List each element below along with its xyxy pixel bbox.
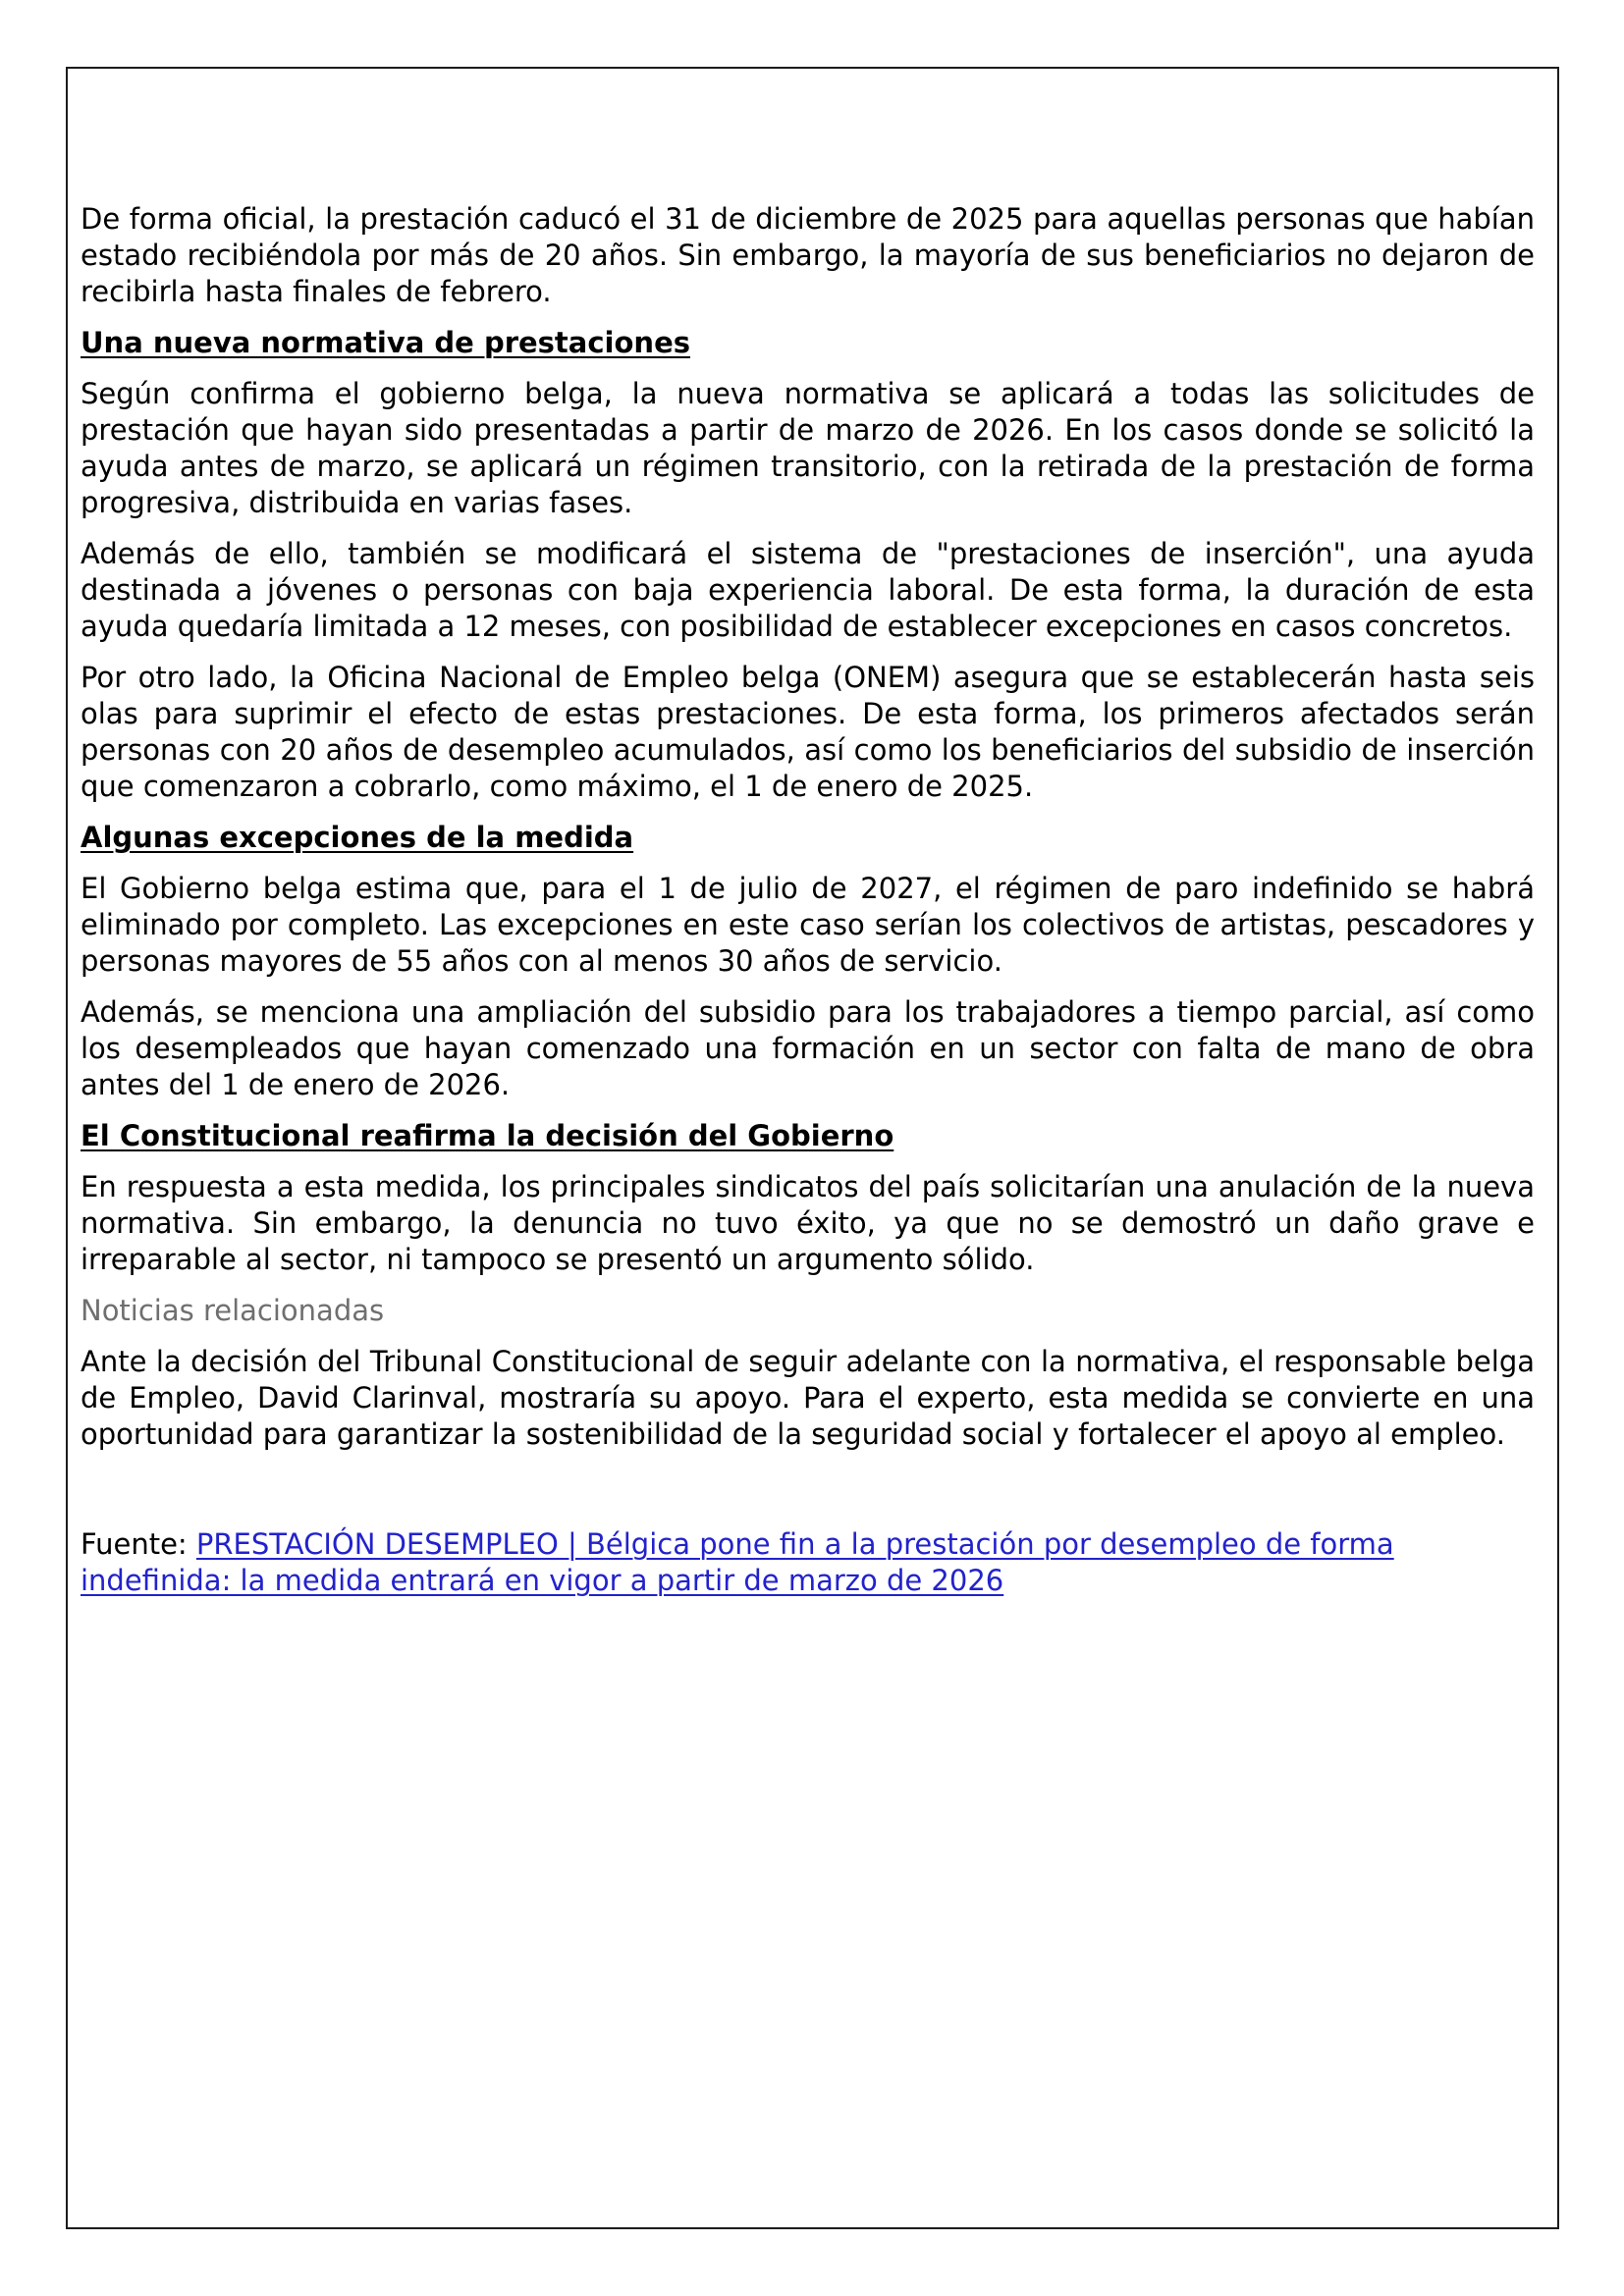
section-heading-constitucional: El Constitucional reafirma la decisión del Gobierno [81,1119,894,1152]
source-label: Fuente: [81,1527,188,1561]
paragraph-onem-olas: Por otro lado, la Oficina Nacional de Empleo belga (ONEM) asegura que se establecerán hasta seis olas para suprimir el efecto de estas prestaciones. De esta forma, los primeros afectados serán personas con 20 años de desempleo acumulados, así como los beneficiarios del subsidio de inserción que comenzaron a cobrarlo, como máximo, el 1 de enero de 2025. [81,661,1535,803]
document-page-border [66,67,1559,2229]
related-news-label: Noticias relacionadas [81,1294,385,1327]
section-heading-nueva-normativa: Una nueva normativa de prestaciones [81,326,690,359]
paragraph-tribunal-apoyo: Ante la decisión del Tribunal Constitucional de seguir adelante con la normativa, el responsable belga de Empleo, David Clarinval, mostraría su apoyo. Para el experto, esta medida se convierte en una oportunidad para garantizar la sostenibilidad de la seguridad social y fortalecer el apoyo al empleo. [81,1345,1535,1451]
paragraph-ampliacion-subsidio: Además, se menciona una ampliación del subsidio para los trabajadores a tiempo parcial, así como los desempleados que hayan comenzado una formación en un sector con falta de mano de obra antes del 1 de enero de 2026. [81,995,1535,1101]
paragraph-normativa-aplicacion: Según confirma el gobierno belga, la nueva normativa se aplicará a todas las solicitudes de prestación que hayan sido presentadas a partir de marzo de 2026. En los casos donde se solicitó la ayuda antes de marzo, se aplicará un régimen transitorio, con la retirada de la prestación de forma progresiva, distribuida en varias fases. [81,377,1535,519]
document-content [68,69,1557,1599]
paragraph-regimen-paro-eliminado: El Gobierno belga estima que, para el 1 de julio de 2027, el régimen de paro indefinido se habrá eliminado por completo. Las excepciones en este caso serían los colectivos de artistas, pescadores y personas mayores de 55 años con al menos 30 años de servicio. [81,872,1535,978]
paragraph-prestaciones-insercion: Además de ello, también se modificará el sistema de "prestaciones de inserción", una ayuda destinada a jóvenes o personas con baja experiencia laboral. De esta forma, la duración de esta ayuda quedaría limitada a 12 meses, con posibilidad de establecer excepciones en casos concretos. [81,537,1535,643]
intro-paragraph: De forma oficial, la prestación caducó el 31 de diciembre de 2025 para aquellas personas que habían estado recibiéndola por más de 20 años. Sin embargo, la mayoría de sus beneficiarios no dejaron de recibirla hasta finales de febrero. [81,202,1535,308]
section-heading-excepciones: Algunas excepciones de la medida [81,821,634,854]
source-line [81,1526,1535,1599]
paragraph-sindicatos-anulacion: En respuesta a esta medida, los principales sindicatos del país solicitarían una anulación de la nueva normativa. Sin embargo, la denuncia no tuvo éxito, ya que no se demostró un daño grave e irreparable al sector, ni tampoco se presentó un argumento sólido. [81,1170,1535,1276]
source-link[interactable]: PRESTACIÓN DESEMPLEO | Bélgica pone fin a la prestación por desempleo de forma indefinida: la medida entrará en vigor a partir de marzo de 2026 [81,1527,1394,1597]
